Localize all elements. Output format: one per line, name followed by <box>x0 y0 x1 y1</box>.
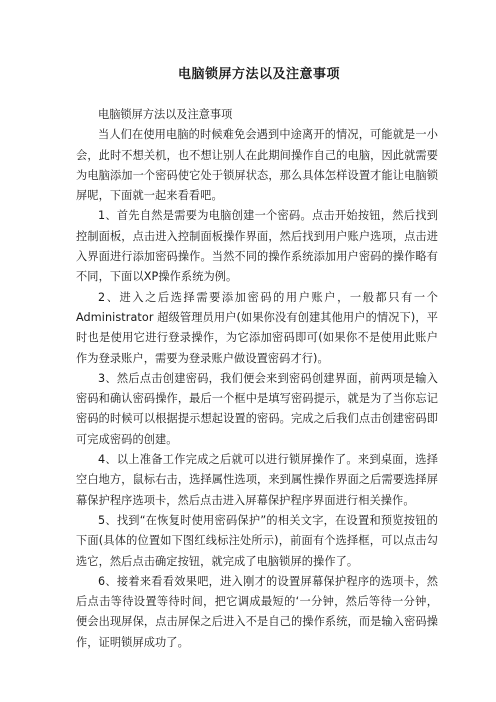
paragraph-step-2: 2、进入之后选择需要添加密码的用户账户，一般都只有一个Administrator 超级管理员用户(如果你没有创建其他用户的情况下)，平时也是使用它进行登录操作，为它添加密码即可(如果你不是使用此账户作为登录账户，需要为登录账户做设置密码才行)。 <box>76 290 438 365</box>
paragraph-step-3: 3、然后点击创建密码，我们便会来到密码创建界面，前两项是输入密码和确认密码操作，最后一个框中是填写密码提示，就是为了当你忘记密码的时候可以根据提示想起设置的密码。完成之后我们点击创建密码即可完成密码的创建。 <box>76 371 438 446</box>
paragraph-step-4: 4、以上准备工作完成之后就可以进行锁屏操作了。来到桌面，选择空白地方，鼠标右击，选择属性选项，来到属性操作界面之后需要选择屏幕保护程序选项卡，然后点击进入屏幕保护程序界面进行相关操作。 <box>76 453 438 507</box>
paragraph-step-1: 1、首先自然是需要为电脑创建一个密码。点击开始按钮，然后找到控制面板，点击进入控制面板操作界面，然后找到用户账户选项，点击进入界面进行添加密码操作。当然不同的操作系统添加用户密码的操作略有不同，下面以XP操作系统为例。 <box>76 209 438 284</box>
paragraph-step-5: 5、找到“在恢复时使用密码保护”的相关文字，在设置和预览按钮的下面(具体的位置如下图红线标注处所示)，前面有个选择框，可以点击勾选它，然后点击确定按钮，就完成了电脑锁屏的操作了。 <box>76 513 438 568</box>
document-title: 电脑锁屏方法以及注意事项 <box>177 67 340 82</box>
document-subtitle: 电脑锁屏方法以及注意事项 <box>98 108 233 121</box>
paragraph-intro: 当人们在使用电脑的时候难免会遇到中途离开的情况，可能就是一小会，此时不想关机，也不想让别人在此期间操作自己的电脑，因此就需要为电脑添加一个密码使它处于锁屏状态，那么具体怎样设置才能让电脑锁屏呢，下面就一起来看看吧。 <box>76 128 438 203</box>
paragraph-step-6: 6、接着来看看效果吧，进入刚才的设置屏幕保护程序的选项卡，然后点击等待设置等待时间，把它调成最短的‘一分钟，然后等待一分钟，便会出现屏保，点击屏保之后进入不是自己的操作系统，而是输入密码操作，证明锁屏成功了。 <box>76 574 438 649</box>
